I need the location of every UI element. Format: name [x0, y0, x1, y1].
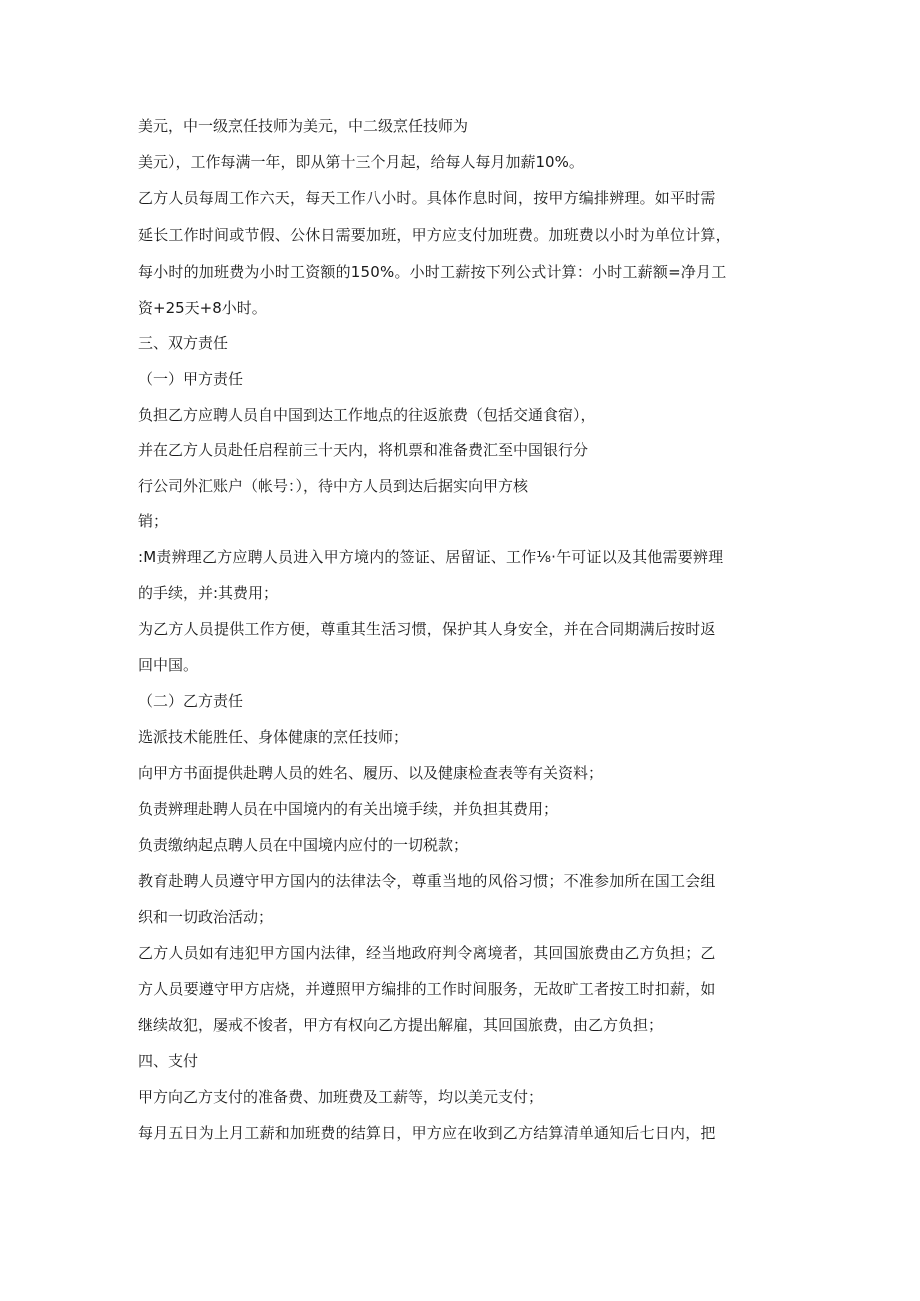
subsection-heading: （一）甲方责任 [138, 370, 244, 388]
text-line: :M责辨理乙方应聘人员进入甲方境内的签证、居留证、工作⅛·午可证以及其他需要辨理 [138, 548, 724, 566]
text-line: 负责辨理赴聘人员在中国境内的有关出境手续，并负担其费用； [138, 800, 559, 818]
text-line: 美元），工作每满一年，即从第十三个月起，给每人每月加薪10%。 [138, 153, 584, 171]
text-line: 乙方人员每周工作六天，每天工作八小时。具体作息时间，按甲方编排辨理。如平时需 [138, 189, 716, 207]
text-line: 资+25天+8小时。 [138, 299, 267, 317]
text-line: 选派技术能胜任、身体健康的烹任技师； [138, 728, 409, 746]
text-line: 负责缴纳起点聘人员在中国境内应付的一切税款； [138, 836, 469, 854]
text-line: 教育赴聘人员遵守甲方国内的法律法令，尊重当地的风俗习惯；不准参加所在国工会组 [138, 872, 716, 890]
subsection-heading: （二）乙方责任 [138, 692, 244, 710]
text-line: 方人员要遵守甲方店烧，并遵照甲方编排的工作时间服务，无故旷工者按工时扣薪，如 [138, 980, 716, 998]
section-heading: 三、双方责任 [138, 334, 229, 352]
section-heading: 四、支付 [138, 1052, 199, 1070]
text-line: 织和一切政治活动； [138, 908, 274, 926]
text-line: 行公司外汇账户（帐号：），待中方人员到达后据实向甲方核 [138, 477, 529, 495]
text-line: 销； [138, 512, 169, 530]
text-line: 美元，中一级烹任技师为美元，中二级烹任技师为 [138, 117, 469, 135]
text-line: 每小时的加班费为小时工资额的150%。小时工薪按下列公式计算：小时工薪额=净月工 [138, 263, 727, 281]
text-line: 为乙方人员提供工作方便，尊重其生活习惯，保护其人身安全，并在合同期满后按时返 [138, 620, 716, 638]
text-line: 并在乙方人员赴任启程前三十天内，将机票和准备费汇至中国银行分 [138, 441, 589, 459]
text-line: 每月五日为上月工薪和加班费的结算日，甲方应在收到乙方结算清单通知后七日内，把 [138, 1124, 716, 1142]
text-line: 的手续，并:其费用； [138, 584, 279, 602]
text-line: 负担乙方应聘人员自中国到达工作地点的往返旅费（包括交通食宿）， [138, 406, 596, 424]
text-line: 继续故犯，屡戒不悛者，甲方有权向乙方提出解雇，其回国旅费，由乙方负担； [138, 1016, 664, 1034]
text-line: 延长工作时间或节假、公休日需要加班，甲方应支付加班费。加班费以小时为单位计算， [138, 226, 731, 244]
text-line: 乙方人员如有违犯甲方国内法律，经当地政府判令离境者，其回国旅费由乙方负担；乙 [138, 944, 716, 962]
text-line: 回中国。 [138, 656, 199, 674]
text-line: 向甲方书面提供赴聘人员的姓名、履历、以及健康检查表等有关资料； [138, 764, 604, 782]
text-line: 甲方向乙方支付的准备费、加班费及工薪等，均以美元支付； [138, 1088, 544, 1106]
